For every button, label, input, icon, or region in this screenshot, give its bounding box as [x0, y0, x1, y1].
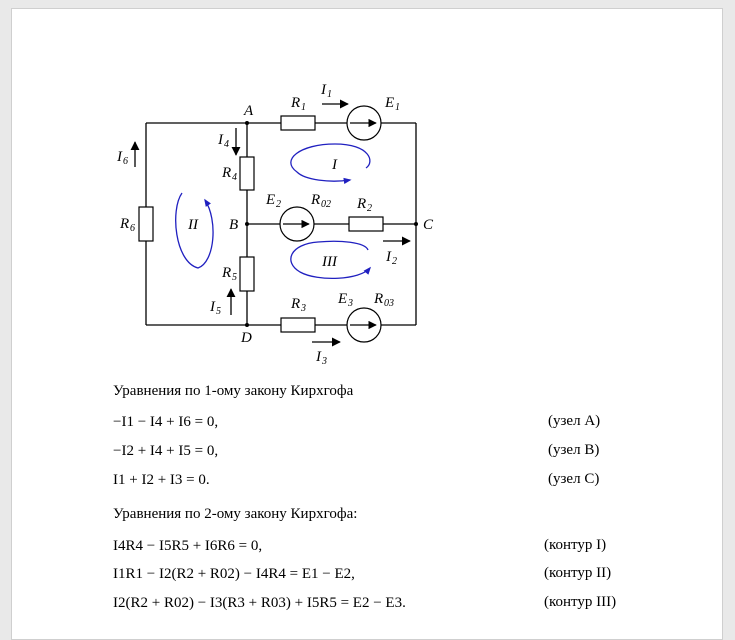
equation-loop-ii: I1R1 − I2(R2 + R02) − I4R4 = E1 − E2, — [113, 566, 355, 582]
source-e3 — [347, 308, 381, 342]
svg-text:1: 1 — [301, 102, 306, 113]
kirchhoff2-heading: Уравнения по 2-ому закону Кирхгофа: — [113, 506, 358, 522]
svg-text:03: 03 — [384, 298, 394, 309]
tag-node-b: (узел B) — [548, 442, 600, 458]
resistor-r2 — [349, 217, 383, 231]
svg-text:I: I — [117, 149, 122, 165]
svg-text:R: R — [311, 192, 321, 208]
svg-text:1: 1 — [327, 89, 332, 100]
svg-text:I: I — [218, 132, 223, 148]
resistor-r5 — [240, 257, 254, 291]
svg-text:R: R — [357, 196, 367, 212]
equation-node-b: −I2 + I4 + I5 = 0, — [113, 443, 219, 459]
svg-text:E: E — [266, 192, 276, 208]
source-e2 — [280, 207, 314, 241]
svg-text:E: E — [338, 291, 348, 307]
svg-text:02: 02 — [321, 199, 331, 210]
svg-text:B: B — [229, 217, 239, 233]
resistor-r1 — [281, 116, 315, 130]
resistor-r6 — [139, 207, 153, 241]
loop-i-arrow — [291, 144, 370, 181]
svg-text:3: 3 — [301, 303, 306, 314]
svg-text:3: 3 — [348, 298, 353, 309]
svg-text:R: R — [374, 291, 384, 307]
equation-loop-iii: I2(R2 + R02) − I3(R3 + R03) + I5R5 = E2 − E3. — [113, 595, 406, 611]
svg-text:E: E — [385, 95, 395, 111]
svg-text:6: 6 — [130, 223, 135, 234]
node-b — [245, 222, 249, 226]
node-a — [245, 121, 249, 125]
resistor-r4 — [240, 157, 254, 190]
tag-node-c: (узел C) — [548, 471, 600, 487]
svg-text:R: R — [222, 265, 232, 281]
svg-text:I: I — [332, 157, 337, 173]
svg-text:D: D — [241, 330, 252, 346]
node-d — [245, 323, 249, 327]
svg-text:4: 4 — [224, 139, 229, 150]
tag-loop-i: (контур I) — [544, 537, 607, 553]
equation-node-a: −I1 − I4 + I6 = 0, — [113, 414, 219, 430]
resistor-r3 — [281, 318, 315, 332]
svg-text:3: 3 — [322, 356, 327, 367]
svg-text:I: I — [316, 349, 321, 365]
tag-node-a: (узел A) — [548, 413, 601, 429]
svg-text:4: 4 — [232, 172, 237, 183]
svg-text:I: I — [321, 82, 326, 98]
tag-loop-ii: (контур II) — [544, 565, 612, 581]
node-c — [414, 222, 418, 226]
kirchhoff1-heading: Уравнения по 1-ому закону Кирхгофа — [113, 383, 354, 399]
svg-text:2: 2 — [276, 199, 281, 210]
svg-text:5: 5 — [216, 306, 221, 317]
svg-text:2: 2 — [392, 256, 397, 267]
tag-loop-iii: (контур III) — [544, 594, 617, 610]
equation-node-c: I1 + I2 + I3 = 0. — [113, 472, 210, 488]
svg-text:A: A — [244, 103, 254, 119]
svg-text:I: I — [210, 299, 215, 315]
svg-text:R: R — [222, 165, 232, 181]
svg-text:1: 1 — [395, 102, 400, 113]
svg-text:R: R — [291, 95, 301, 111]
svg-text:R: R — [291, 296, 301, 312]
svg-text:6: 6 — [123, 156, 128, 167]
svg-text:R: R — [120, 216, 130, 232]
svg-text:I: I — [386, 249, 391, 265]
svg-text:II: II — [188, 217, 198, 233]
svg-text:III: III — [322, 254, 337, 270]
equation-loop-i: I4R4 − I5R5 + I6R6 = 0, — [113, 538, 263, 554]
svg-text:C: C — [423, 217, 434, 233]
source-e1 — [347, 106, 381, 140]
svg-text:5: 5 — [232, 272, 237, 283]
svg-text:2: 2 — [367, 203, 372, 214]
